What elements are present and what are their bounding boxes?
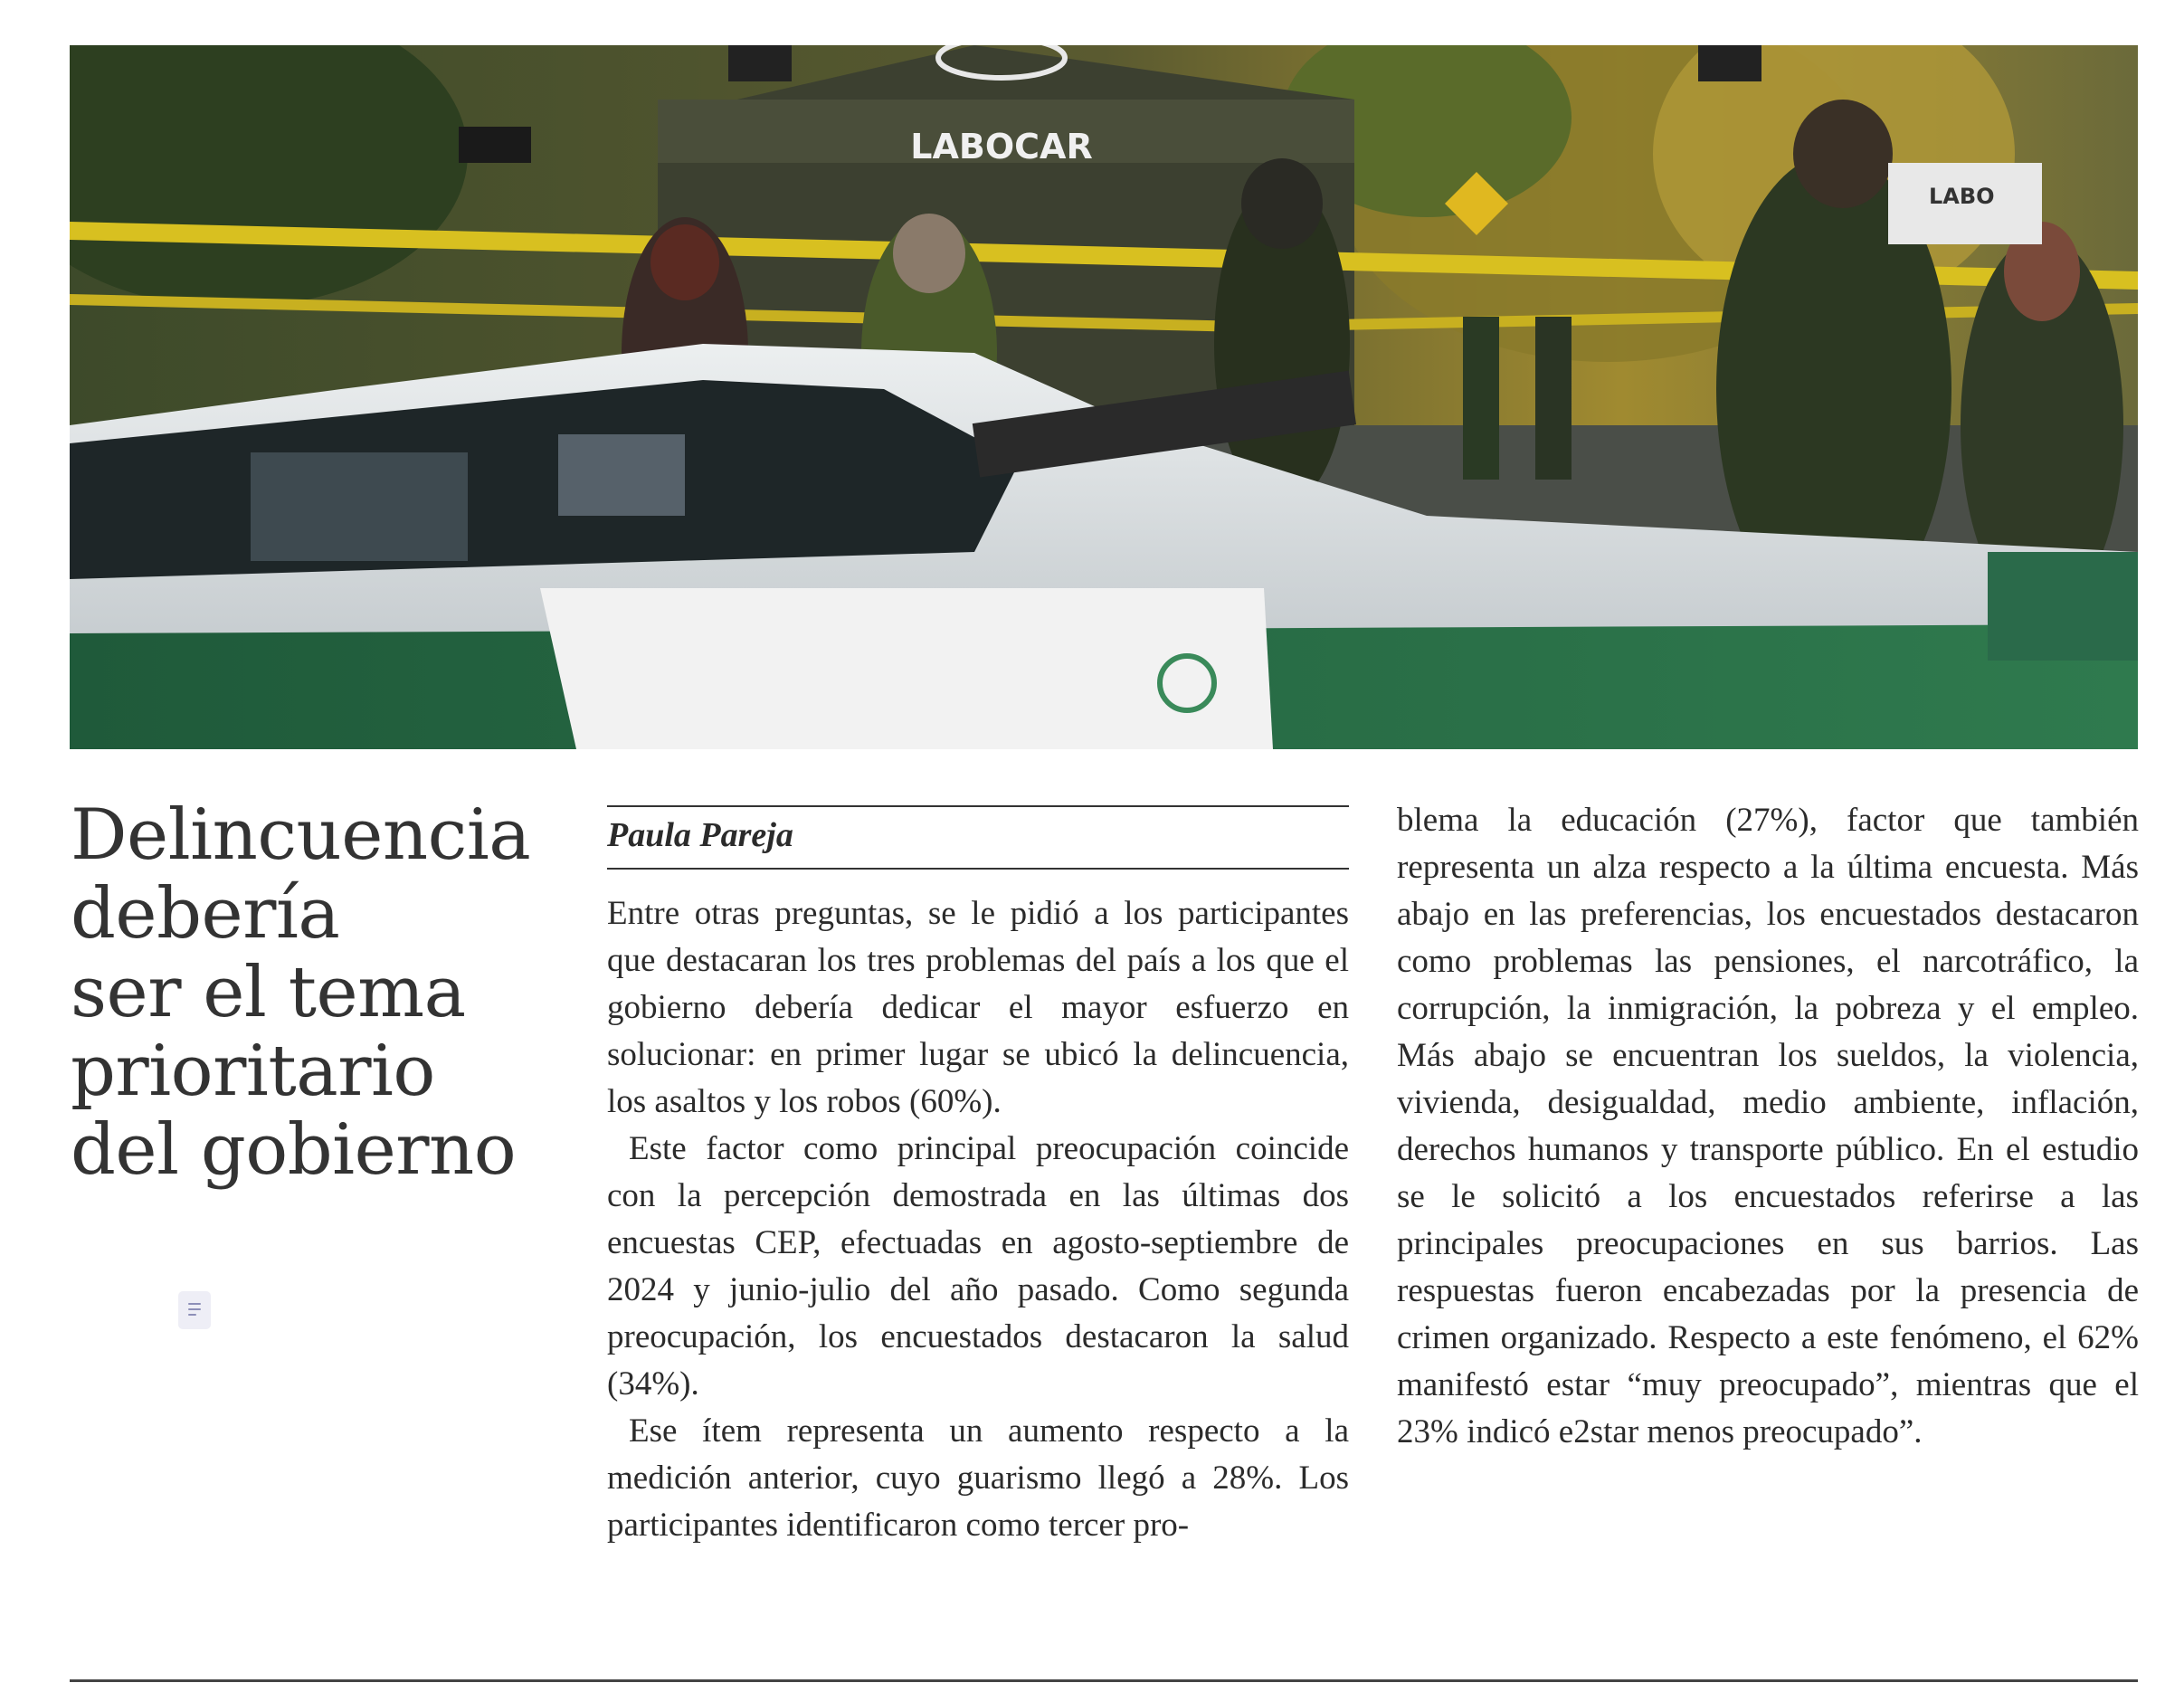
paragraph: Ese ítem representa un aumento respecto a la medición anterior, cuyo guarismo llegó a 28%. Los participantes identificaron como tercer pro- (607, 1412, 1349, 1544)
byline-rule-bottom (607, 868, 1349, 870)
paragraph: blema la educación (27%), factor que también representa un alza respecto a la última encuesta. Más abajo en las preferencias, los encuestados destacaron como problemas las pensiones, el narcotráfico, la corrupción, la inmigración, la pobreza y el empleo. Más abajo se encuentran los sueldos, la violencia, vivienda, desigualdad, medio ambiente, inflación, derechos humanos y transporte público. En el estudio se le solicitó a los encuestados referirse a las principales preocupaciones en sus barrios. Las respuestas fueron encabezadas por la presencia de crimen organizado. Respecto a este fenómeno, el 62% manifestó estar “muy preocupado”, mientras que el 23% indicó e2star menos preocupado”. (1397, 802, 2139, 1450)
paragraph: Este factor como principal preocupación coincide con la percepción demostrada en las últimas dos encuestas CEP, efectuadas en agosto-septiembre de 2024 y junio-julio del año pasado. Como segunda preocupación, los encuestados destacaron la salud (34%). (607, 1130, 1349, 1402)
headline-line: prioritario (71, 1031, 435, 1112)
headline-line: ser el tema (71, 952, 466, 1033)
headline-line: del gobierno (71, 1109, 517, 1191)
note-icon[interactable] (178, 1291, 211, 1329)
headline-line: Delincuencia (71, 794, 531, 876)
article-column-1 (607, 890, 1349, 1549)
headline-line: debería (71, 873, 340, 955)
bottom-rule (70, 1679, 2138, 1682)
crime-scene-illustration (70, 45, 2138, 749)
tent-label: LABOCAR (910, 127, 1093, 166)
headline (71, 796, 577, 1190)
truck-label: LABO (1929, 184, 1995, 209)
article-column-2 (1397, 797, 2139, 1456)
byline-rule-top (607, 805, 1349, 807)
paragraph: Entre otras preguntas, se le pidió a los participantes que destacaran los tres problemas del país a los que el gobierno debería dedicar el mayor esfuerzo en solucionar: en primer lugar se ubicó la delincuencia, los asaltos y los robos (60%). (607, 895, 1349, 1120)
news-photo (70, 45, 2138, 749)
byline: Paula Pareja (607, 816, 793, 854)
